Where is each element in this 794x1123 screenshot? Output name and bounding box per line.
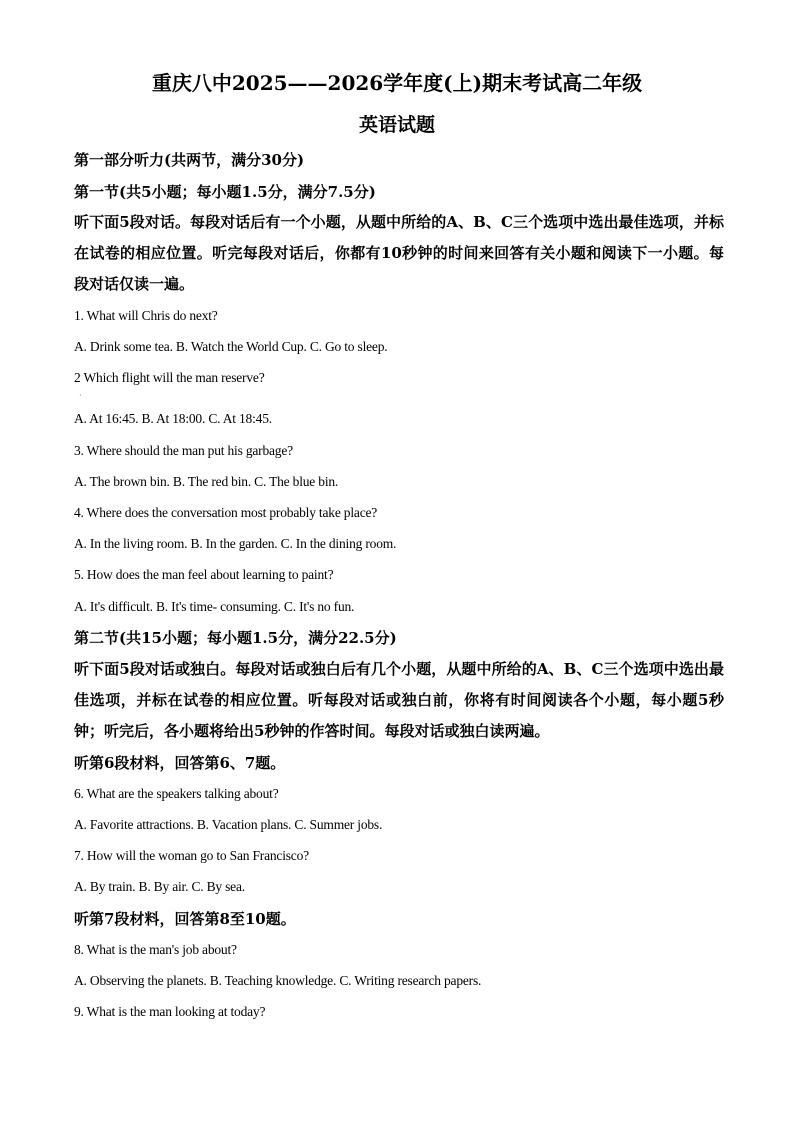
- section2-instructions: 听下面5段对话或独白。每段对话或独白后有几个小题，从题中所给的A、B、C三个选项中选出最佳选项，并标在试卷的相应位置。听每段对话或独白前，你将有时间阅读各个小题，每小题5秒钟；听完后，各小题将给出5秒钟的作答时间。每段对话或独白读两遍。: [74, 660, 724, 740]
- question-5-options: A. It's difficult. B. It's time- consuming. C. It's no fun.: [74, 599, 355, 614]
- question-2-stem: 2 Which flight will the man reserve?: [74, 370, 265, 385]
- question-3-options: A. The brown bin. B. The red bin. C. The blue bin.: [74, 474, 339, 489]
- question-3-stem: 3. Where should the man put his garbage?: [74, 443, 293, 458]
- question-2-mark: ·: [79, 391, 82, 400]
- material-6-heading: 听第6段材料，回答第6、7题。: [74, 754, 286, 772]
- part1-heading: 第一部分听力(共两节，满分30分): [74, 151, 305, 169]
- question-9-stem: 9. What is the man looking at today?: [74, 1004, 266, 1019]
- exam-title: 重庆八中2025——2026学年度(上)期末考试高二年级: [151, 71, 643, 95]
- question-7-stem: 7. How will the woman go to San Francisco?: [74, 848, 309, 863]
- question-6-options: A. Favorite attractions. B. Vacation plans. C. Summer jobs.: [74, 817, 383, 832]
- section1-heading: 第一节(共5小题；每小题1.5分，满分7.5分): [74, 183, 376, 201]
- question-5-stem: 5. How does the man feel about learning to paint?: [74, 567, 334, 582]
- question-6-stem: 6. What are the speakers talking about?: [74, 786, 279, 801]
- question-8-stem: 8. What is the man's job about?: [74, 942, 237, 957]
- question-4-stem: 4. Where does the conversation most probably take place?: [74, 505, 378, 520]
- exam-subject: 英语试题: [358, 114, 435, 136]
- question-7-options: A. By train. B. By air. C. By sea.: [74, 879, 245, 894]
- question-8-options: A. Observing the planets. B. Teaching knowledge. C. Writing research papers.: [74, 973, 482, 988]
- section1-instructions: 听下面5段对话。每段对话后有一个小题，从题中所给的A、B、C三个选项中选出最佳选项，并标在试卷的相应位置。听完每段对话后，你都有10秒钟的时间来回答有关小题和阅读下一小题。每段对话仅读一遍。: [74, 213, 724, 293]
- question-4-options: A. In the living room. B. In the garden. C. In the dining room.: [74, 536, 397, 551]
- material-7-heading: 听第7段材料，回答第8至10题。: [74, 910, 296, 928]
- question-1-options: A. Drink some tea. B. Watch the World Cup. C. Go to sleep.: [74, 339, 388, 354]
- question-2-options: A. At 16:45. B. At 18:00. C. At 18:45.: [74, 411, 272, 426]
- section2-heading: 第二节(共15小题；每小题1.5分，满分22.5分): [74, 629, 397, 647]
- question-1-stem: 1. What will Chris do next?: [74, 308, 218, 323]
